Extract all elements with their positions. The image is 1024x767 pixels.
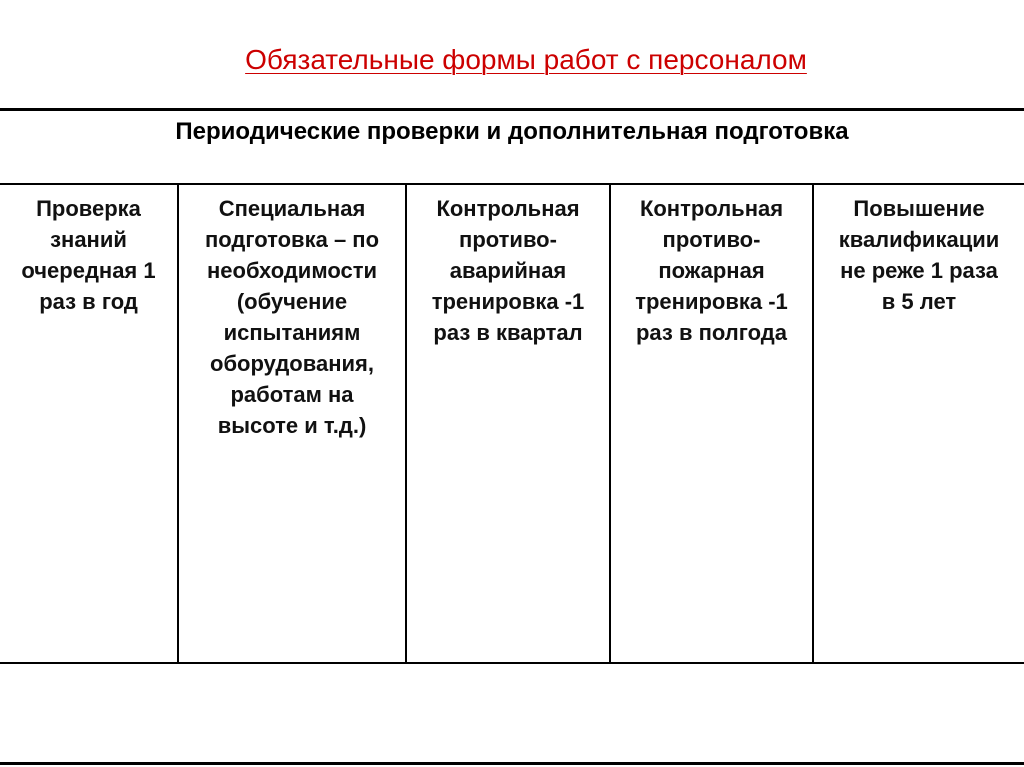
column-fire-drill [611, 193, 812, 348]
cell-line: Проверка [36, 196, 141, 221]
cell-line: аварийная [449, 258, 567, 283]
cell-line: Контрольная [639, 196, 784, 221]
cell-line: Контрольная [436, 196, 580, 221]
cell-line: подготовка – по [204, 227, 380, 252]
column-qualification [814, 193, 1024, 317]
cell-line: высоте и т.д.) [217, 413, 367, 438]
cell-line: Специальная [218, 196, 366, 221]
cell-line: очередная 1 [21, 258, 156, 283]
column-special-training [179, 193, 405, 441]
cell-line: раз в квартал [433, 320, 583, 345]
cell-line: (обучение [236, 289, 348, 314]
cell-line: пожарная [658, 258, 765, 283]
table-header: Периодические проверки и дополнительная подготовка [175, 118, 849, 145]
column-emergency-drill [407, 193, 609, 348]
cell-line: раз в год [39, 289, 138, 314]
cell-line: Повышение [853, 196, 985, 221]
table-bottom-border [0, 762, 1024, 765]
cell-line: необходимости [207, 258, 377, 283]
column-knowledge-check [0, 193, 177, 317]
cell-line: работам на [230, 382, 354, 407]
cell-line: противо- [662, 227, 761, 252]
cell-line: тренировка -1 [431, 289, 585, 314]
cell-line: оборудования, [210, 351, 374, 376]
slide-title: Обязательные формы работ с персоналом [245, 44, 807, 75]
cell-line: не реже 1 раза [840, 258, 998, 283]
table-top-border [0, 108, 1024, 111]
cell-line: раз в полгода [635, 320, 787, 345]
header-divider [0, 183, 1024, 185]
cell-line: в 5 лет [881, 289, 957, 314]
row-divider [0, 662, 1024, 664]
cell-line: противо- [459, 227, 557, 252]
cell-line: квалификации [838, 227, 1000, 252]
cell-line: знаний [50, 227, 127, 252]
cell-line: тренировка -1 [635, 289, 788, 314]
cell-line: испытаниям [223, 320, 361, 345]
